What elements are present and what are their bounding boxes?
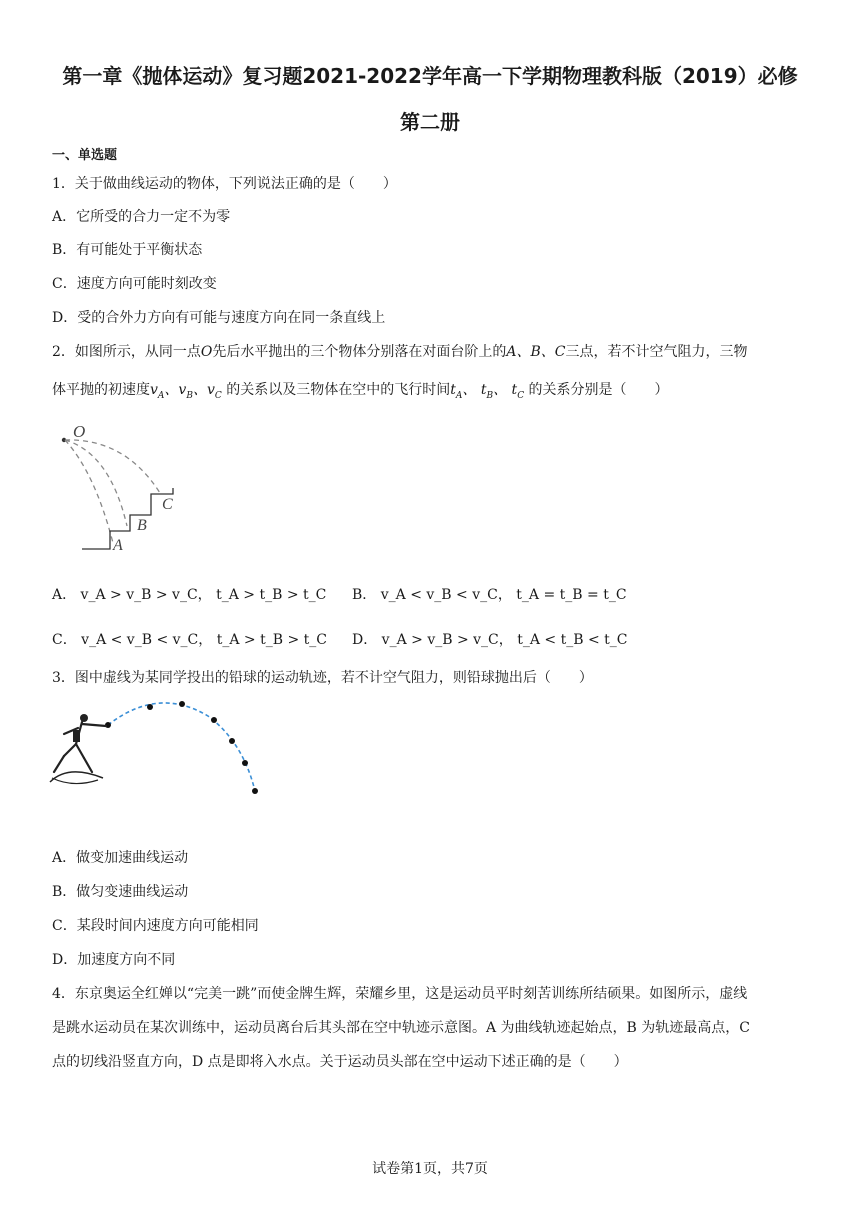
q2-stem-text: 2．如图所示，从同一点 [52, 344, 201, 360]
trajectory-dot [242, 760, 248, 766]
trajectory-dot [229, 738, 235, 744]
page-footer: 试卷第1页，共7页 [372, 1161, 488, 1177]
q1-option-c: C．速度方向可能时刻改变 [52, 276, 217, 292]
q2-stem-text: 体平抛的初速度 [52, 382, 150, 398]
label-c: C [162, 496, 173, 513]
q2-option-d: D． v_A > v_B > v_C， t_A < t_B < t_C [352, 632, 628, 648]
q2-stem-text: 三点，若不计空气阻力，三物 [565, 344, 748, 360]
trajectory-dot [179, 701, 185, 707]
page-title-line1: 第一章《抛体运动》复习题2021-2022学年高一下学期物理教科版（2019）必修 [62, 64, 798, 88]
q1-option-b: B．有可能处于平衡状态 [52, 242, 203, 258]
q3-option-c: C．某段时间内速度方向可能相同 [52, 918, 259, 934]
stair-steps [82, 488, 173, 549]
label-b: B [137, 517, 147, 534]
throwing-circle [52, 778, 98, 784]
section-heading: 一、单选题 [52, 148, 118, 163]
trajectory-dot [252, 788, 258, 794]
trajectory-dot [211, 717, 217, 723]
label-a: A [113, 537, 123, 554]
q2-points-abc: A、B、C [506, 344, 566, 360]
q2-stem-line2 [52, 381, 669, 405]
q2-option-a: A． v_A > v_B > v_C， t_A > t_B > t_C [52, 587, 327, 603]
q2-stem-text: 的关系分别是（ ） [528, 382, 669, 398]
page-title-line2: 第二册 [400, 110, 460, 134]
trajectory [108, 703, 255, 791]
q2-times: $t_A$、 $t_B$、 $t_C$ [450, 382, 525, 401]
q1-option-d: D．受的合外力方向有可能与速度方向在同一条直线上 [52, 310, 386, 326]
trajectory-dot [147, 704, 153, 710]
q3-option-d: D．加速度方向不同 [52, 952, 176, 968]
q3-option-b: B．做匀变速曲线运动 [52, 884, 189, 900]
q4-stem-line2: 是跳水运动员在某次训练中，运动员离台后其头部在空中轨迹示意图。A 为曲线轨迹起始点，B 为轨迹最高点，C [52, 1020, 751, 1036]
q2-velocities: $v_A$、$v_B$、$v_C$ [150, 382, 222, 401]
athlete-figure [54, 714, 106, 772]
q1-option-a: A．它所受的合力一定不为零 [52, 209, 231, 225]
q3-figure-shot-put [48, 694, 268, 804]
q2-stem-line1 [52, 343, 748, 361]
q4-stem-line1: 4．东京奥运全红婵以“完美一跳”而使金牌生辉，荣耀乡里，这是运动员平时刻苦训练所结硕果。如图所示，虚线 [52, 986, 748, 1002]
trajectory-a [65, 440, 113, 543]
q4-stem-line3: 点的切线沿竖直方向，D 点是即将入水点。关于运动员头部在空中运动下述正确的是（ ） [52, 1054, 628, 1070]
q2-figure-stairs [55, 418, 195, 558]
trajectory-b [65, 440, 127, 526]
q1-stem: 1．关于做曲线运动的物体，下列说法正确的是（ ） [52, 176, 397, 192]
q2-point-o: O [200, 344, 213, 360]
q3-option-a: A．做变加速曲线运动 [52, 850, 189, 866]
label-o: O [73, 422, 86, 441]
q2-option-c: C． v_A < v_B < v_C， t_A > t_B > t_C [52, 632, 327, 648]
q3-stem: 3．图中虚线为某同学投出的铅球的运动轨迹，若不计空气阻力，则铅球抛出后（ ） [52, 670, 593, 686]
q2-stem-text: 的关系以及三物体在空中的飞行时间 [226, 382, 451, 398]
q2-option-b: B． v_A < v_B < v_C， t_A = t_B = t_C [352, 587, 627, 603]
q2-stem-text: 先后水平抛出的三个物体分别落在对面台阶上的 [212, 344, 507, 360]
